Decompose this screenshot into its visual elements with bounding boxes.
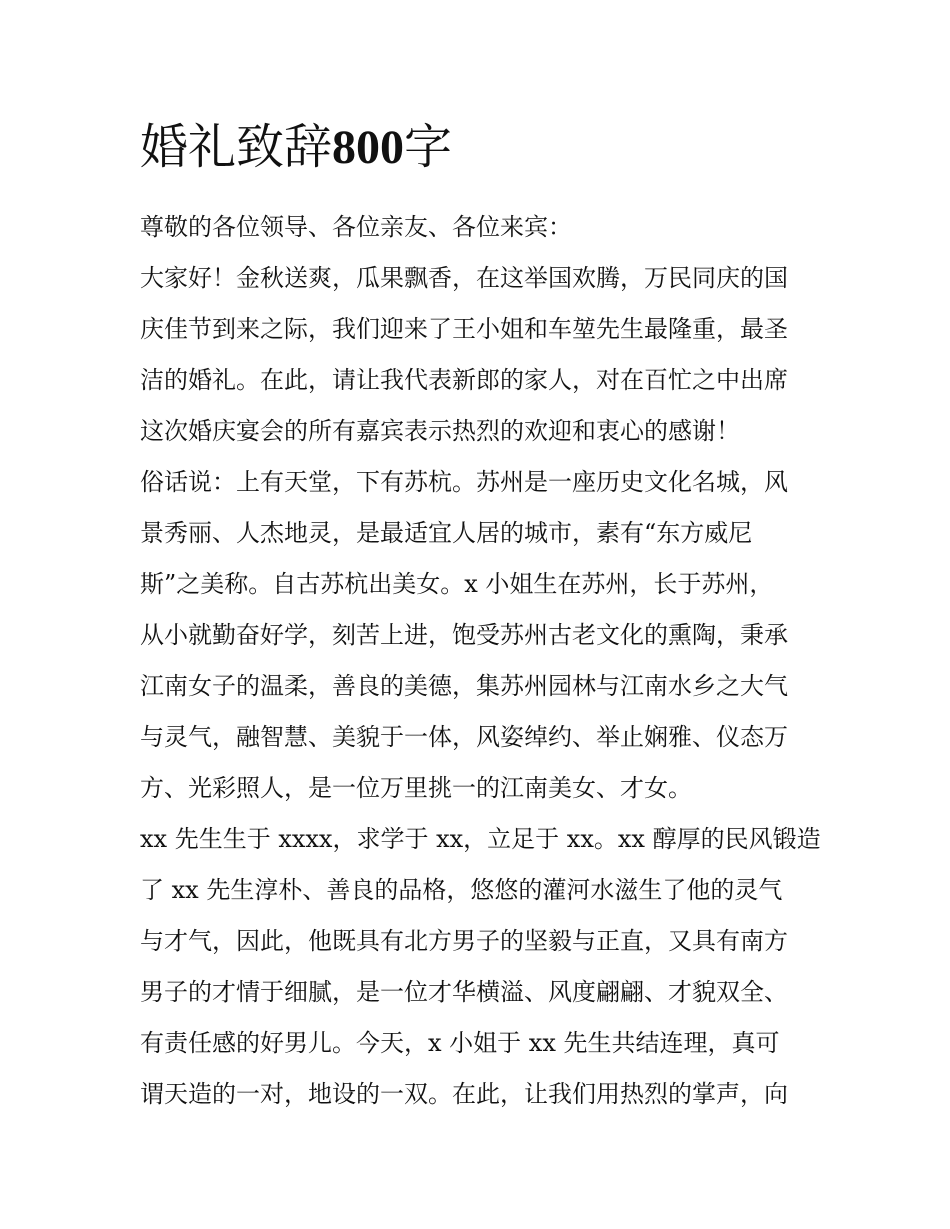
text-line-6: 俗话说：上有天堂，下有苏杭。苏州是一座历史文化名城，风: [140, 468, 788, 496]
document-title: [140, 112, 452, 183]
text-line-10: 江南女子的温柔，善良的美德，集苏州园林与江南水乡之大气: [140, 672, 788, 700]
text-line-5: 这次婚庆宴会的所有嘉宾表示热烈的欢迎和衷心的感谢！: [140, 417, 740, 445]
text-line-9: 从小就勤奋好学，刻苦上进，饱受苏州古老文化的熏陶，秉承: [140, 621, 788, 649]
text-line-3: 庆佳节到来之际，我们迎来了王小姐和车堃先生最隆重，最圣: [140, 315, 788, 343]
text-line-17: 有责任感的好男儿。今天，x 小姐于 xx 先生共结连理，真可: [140, 1029, 780, 1057]
text-line-11: 与灵气，融智慧、美貌于一体，风姿绰约、举止娴雅、仪态万: [140, 723, 788, 751]
title-number: 800: [332, 121, 405, 174]
text-line-7: 景秀丽、人杰地灵，是最适宜人居的城市，素有“东方威尼: [140, 519, 753, 547]
text-line-1: 尊敬的各位领导、各位亲友、各位来宾：: [140, 213, 572, 241]
text-line-18: 谓天造的一对，地设的一双。在此，让我们用热烈的掌声，向: [140, 1080, 788, 1108]
text-line-16: 男子的才情于细腻，是一位才华横溢、风度翩翩、才貌双全、: [140, 978, 788, 1006]
text-line-4: 洁的婚礼。在此，请让我代表新郎的家人，对在百忙之中出席: [140, 366, 788, 394]
text-line-12: 方、光彩照人，是一位万里挑一的江南美女、才女。: [140, 774, 692, 802]
text-line-15: 与才气，因此，他既具有北方男子的坚毅与正直，又具有南方: [140, 927, 788, 955]
text-line-8: 斯”之美称。自古苏杭出美女。x 小姐生在苏州，长于苏州，: [140, 570, 774, 598]
document-body: [140, 202, 840, 1120]
title-tail: 字: [404, 119, 453, 175]
text-line-13: xx 先生生于 xxxx，求学于 xx，立足于 xx。xx 醇厚的民风锻造: [140, 825, 821, 853]
text-line-2: 大家好！金秋送爽，瓜果飘香，在这举国欢腾，万民同庆的国: [140, 264, 788, 292]
title-main: 婚礼致辞: [140, 119, 333, 175]
text-line-14: 了 xx 先生淳朴、善良的品格，悠悠的灌河水滋生了他的灵气: [140, 876, 783, 904]
